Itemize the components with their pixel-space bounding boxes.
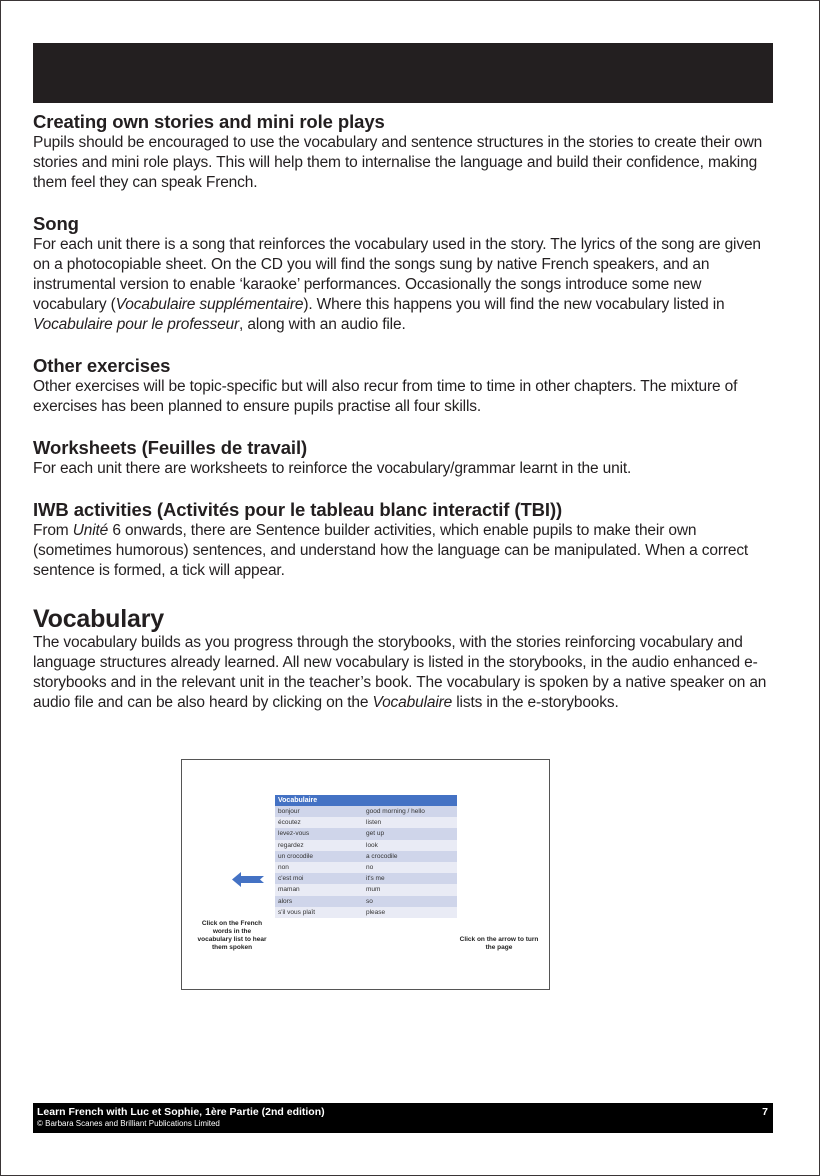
section-heading-large: Vocabulary [33, 605, 164, 633]
footer-book-title: Learn French with Luc et Sophie, 1ère Partie (2nd edition) [37, 1106, 325, 1118]
e-storybook-screenshot [181, 759, 550, 990]
french-word[interactable]: levez-vous [275, 828, 363, 839]
vocabulary-row [275, 828, 457, 839]
english-translation: get up [363, 828, 457, 839]
section-body: For each unit there are worksheets to reinforce the vocabulary/grammar learnt in the unit. [33, 460, 632, 477]
section-heading: Creating own stories and mini role plays [33, 111, 385, 132]
vocabulary-row [275, 873, 457, 884]
text-run: , along with an audio file. [239, 316, 406, 333]
french-word[interactable]: c'est moi [275, 873, 363, 884]
text-run: lists in the e-storybooks. [452, 694, 619, 711]
french-word[interactable]: s'il vous plaît [275, 907, 363, 918]
section-other-exercises [33, 355, 778, 417]
vocabulary-row [275, 806, 457, 817]
french-word[interactable]: bonjour [275, 806, 363, 817]
section-vocabulary [33, 605, 778, 713]
french-word[interactable]: écoutez [275, 817, 363, 828]
section-heading: Song [33, 213, 79, 234]
italic-term: Vocabulaire [372, 694, 453, 711]
caption-left: Click on the French words in the vocabulary list to hear them spoken [197, 920, 267, 951]
vocabulary-table-header: Vocabulaire [275, 795, 457, 806]
text-run: From [33, 522, 73, 539]
section-body [33, 235, 778, 335]
section-heading: Worksheets (Feuilles de travail) [33, 437, 308, 458]
section-body: Other exercises will be topic-specific but will also recur from time to time in other chapters. The mixture of exercises has been planned to ensure pupils practise all four skills. [33, 378, 738, 415]
english-translation: listen [363, 817, 457, 828]
vocabulary-row [275, 862, 457, 873]
section-body [33, 521, 778, 581]
section-iwb-activities [33, 499, 778, 581]
italic-term: Unité [72, 522, 109, 539]
caption-right: Click on the arrow to turn the page [459, 936, 539, 951]
main-content [33, 111, 778, 713]
left-arrow-icon[interactable] [232, 872, 264, 887]
text-run: ). Where this happens you will find the new vocabulary listed in [303, 296, 725, 313]
english-translation: look [363, 840, 457, 851]
vocabulary-row [275, 907, 457, 918]
footer-bar [33, 1103, 773, 1133]
french-word[interactable]: un crocodile [275, 851, 363, 862]
vocabulary-row [275, 851, 457, 862]
section-heading: IWB activities (Activités pour le tableau blanc interactif (TBI)) [33, 499, 563, 520]
section-heading: Other exercises [33, 355, 171, 376]
french-word[interactable]: non [275, 862, 363, 873]
french-word[interactable]: maman [275, 884, 363, 895]
header-bar [33, 43, 773, 103]
english-translation: mum [363, 884, 457, 895]
english-translation: good morning / hello [363, 806, 457, 817]
text-run: The vocabulary builds as you progress through the storybooks, with the stories reinforcing vocabulary and language structures already learned. All new vocabulary is listed in the storybooks, in the audio enhanced e-storybooks and in the relevant unit in the teacher’s book. The vocabulary is spoken by a native speaker on an audio file and can be also heard by clicking on the [33, 634, 767, 711]
french-word[interactable]: alors [275, 896, 363, 907]
section-body: Pupils should be encouraged to use the vocabulary and sentence structures in the stories to create their own stories and mini role plays. This will help them to internalise the language and build their confidence, making them feel they can speak French. [33, 134, 763, 191]
vocabulary-row [275, 840, 457, 851]
text-run: 6 onwards, there are Sentence builder activities, which enable pupils to make their own (sometimes humorous) sentences, and understand how the language can be manipulated. When a correct sentence is formed, a tick will appear. [33, 522, 749, 579]
text-run: For each unit there is a song that reinforces the vocabulary used in the story. The lyrics of the song are given on a photocopiable sheet. On the CD you will find the songs sung by native French speakers, and an instrumental version to enable ‘karaoke’ performances. Occasionally the songs introduce some new vocabulary ( [33, 236, 761, 313]
section-body [33, 633, 778, 713]
vocabulary-row [275, 817, 457, 828]
english-translation: so [363, 896, 457, 907]
english-translation: a crocodile [363, 851, 457, 862]
vocabulary-row [275, 896, 457, 907]
english-translation: please [363, 907, 457, 918]
section-creating-stories [33, 111, 778, 193]
italic-term: Vocabulaire pour le professeur [33, 316, 240, 333]
vocabulary-table [275, 795, 457, 918]
section-worksheets [33, 437, 778, 479]
section-song [33, 213, 778, 335]
footer-copyright: © Barbara Scanes and Brilliant Publications Limited [37, 1119, 220, 1128]
french-word[interactable]: regardez [275, 840, 363, 851]
english-translation: it's me [363, 873, 457, 884]
vocabulary-row [275, 884, 457, 895]
italic-term: Vocabulaire supplémentaire [115, 296, 304, 313]
page-number: 7 [762, 1106, 768, 1118]
english-translation: no [363, 862, 457, 873]
